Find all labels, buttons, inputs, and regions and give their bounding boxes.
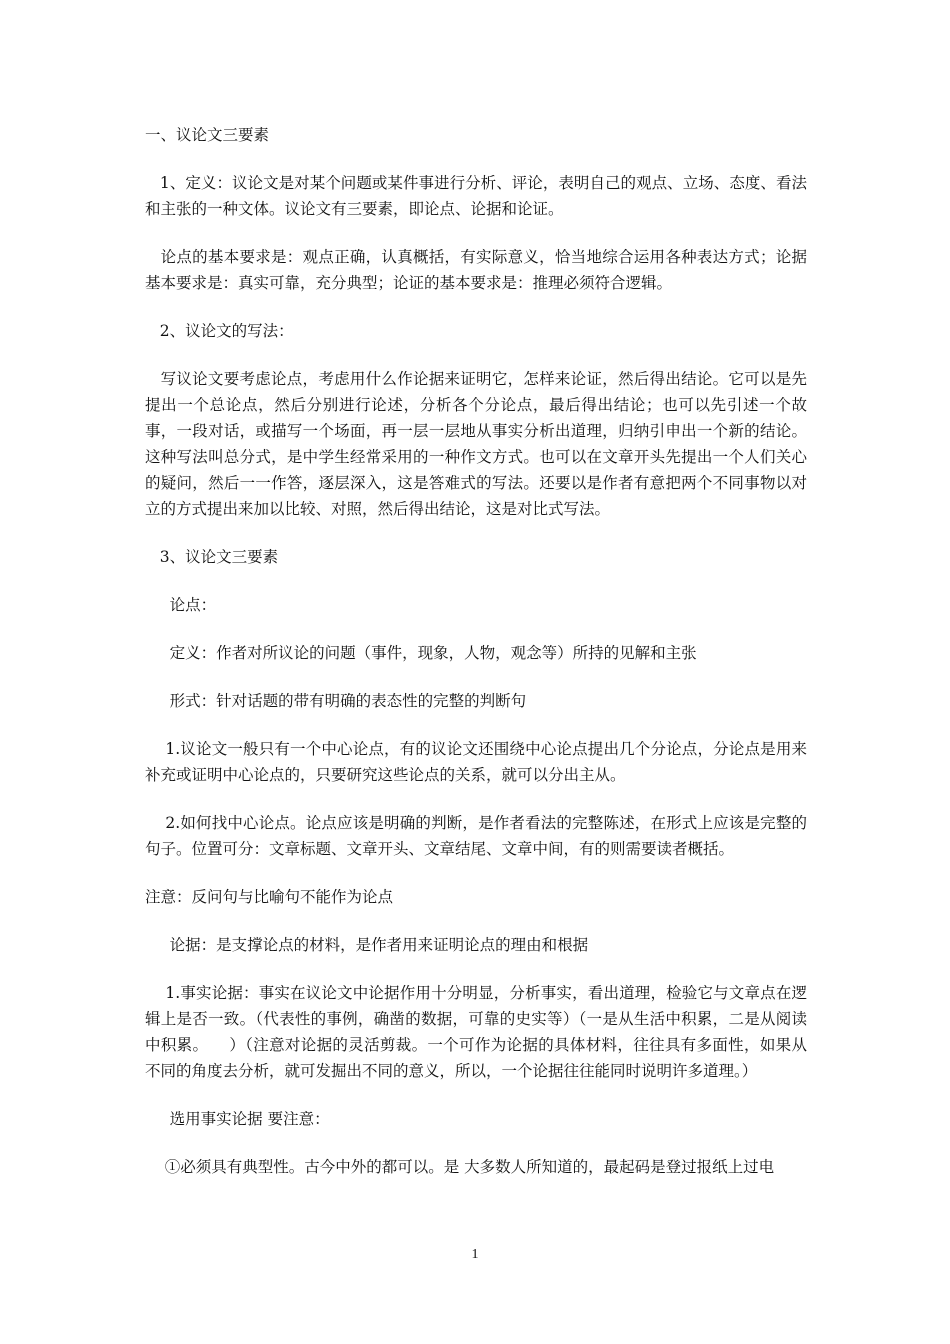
paragraph-typicality: ①必须具有典型性。古今中外的都可以。是 大多数人所知道的，最起码是登过报纸上过电 [145, 1158, 775, 1176]
note-line: 注意：反问句与比喻句不能作为论点 [145, 888, 394, 906]
section-heading: 一、议论文三要素 [145, 126, 270, 144]
paragraph-central-argument: 1.议论文一般只有一个中心论点，有的议论文还围绕中心论点提出几个分论点，分论点是用来补充或证明中心论点的，只要研究这些论点的关系，就可以分出主从。 [145, 740, 807, 784]
label-evidence-selection: 选用事实论据 要注意： [145, 1110, 330, 1128]
paragraph-factual-evidence: 1.事实论据：事实在议论文中论据作用十分明显，分析事实，看出道理，检验它与文章点在逻辑上是否一致。（代表性的事例，确凿的数据，可靠的史实等）（一是从生活中积累，二是从阅读中积累。 ）（注意对论据的灵活剪裁。一个可作为论据的具体材料，往往具有多面性，如果从不同的角度去分析，就可发掘出不同的意义，所以，一个论据往往能同时说明许多道理。） [145, 984, 807, 1080]
paragraph-writing-method: 写议论文要考虑论点，考虑用什么作论据来证明它，怎样来论证，然后得出结论。它可以是先提出一个总论点，然后分别进行论述，分析各个分论点，最后得出结论；也可以先引述一个故事，一段对话，或描写一个场面，再一层一层地从事实分析出道理，归纳引申出一个新的结论。这种写法叫总分式，是中学生经常采用的一种作文方式。也可以在文章开头先提出一个人们关心的疑问，然后一一作答，逐层深入，这是答难式的写法。还要以是作者有意把两个不同事物以对立的方式提出来加以比较、对照，然后得出结论，这是对比式写法。 [145, 370, 807, 518]
subheading-three-elements: 3、议论文三要素 [145, 548, 279, 566]
page-number: 1 [471, 1247, 479, 1262]
label-argument: 论点： [145, 596, 217, 614]
argument-definition: 定义：作者对所议论的问题（事件，现象，人物，观念等）所持的见解和主张 [145, 644, 697, 662]
argument-form: 形式：针对话题的带有明确的表态性的完整的判断句 [145, 692, 527, 710]
subheading-writing-method: 2、议论文的写法： [145, 322, 294, 340]
paragraph-requirements: 论点的基本要求是：观点正确，认真概括，有实际意义，恰当地综合运用各种表达方式；论据基本要求是：真实可靠，充分典型；论证的基本要求是：推理必须符合逻辑。 [145, 248, 807, 292]
paragraph-definition: 1、定义：议论文是对某个问题或某件事进行分析、评论，表明自己的观点、立场、态度、看法和主张的一种文体。议论文有三要素，即论点、论据和论证。 [145, 174, 808, 218]
label-evidence: 论据：是支撑论点的材料，是作者用来证明论点的理由和根据 [145, 936, 589, 954]
paragraph-find-central-argument: 2.如何找中心论点。论点应该是明确的判断，是作者看法的完整陈述，在形式上应该是完整的句子。位置可分：文章标题、文章开头、文章结尾、文章中间，有的则需要读者概括。 [145, 814, 807, 858]
document-body [145, 122, 807, 1202]
